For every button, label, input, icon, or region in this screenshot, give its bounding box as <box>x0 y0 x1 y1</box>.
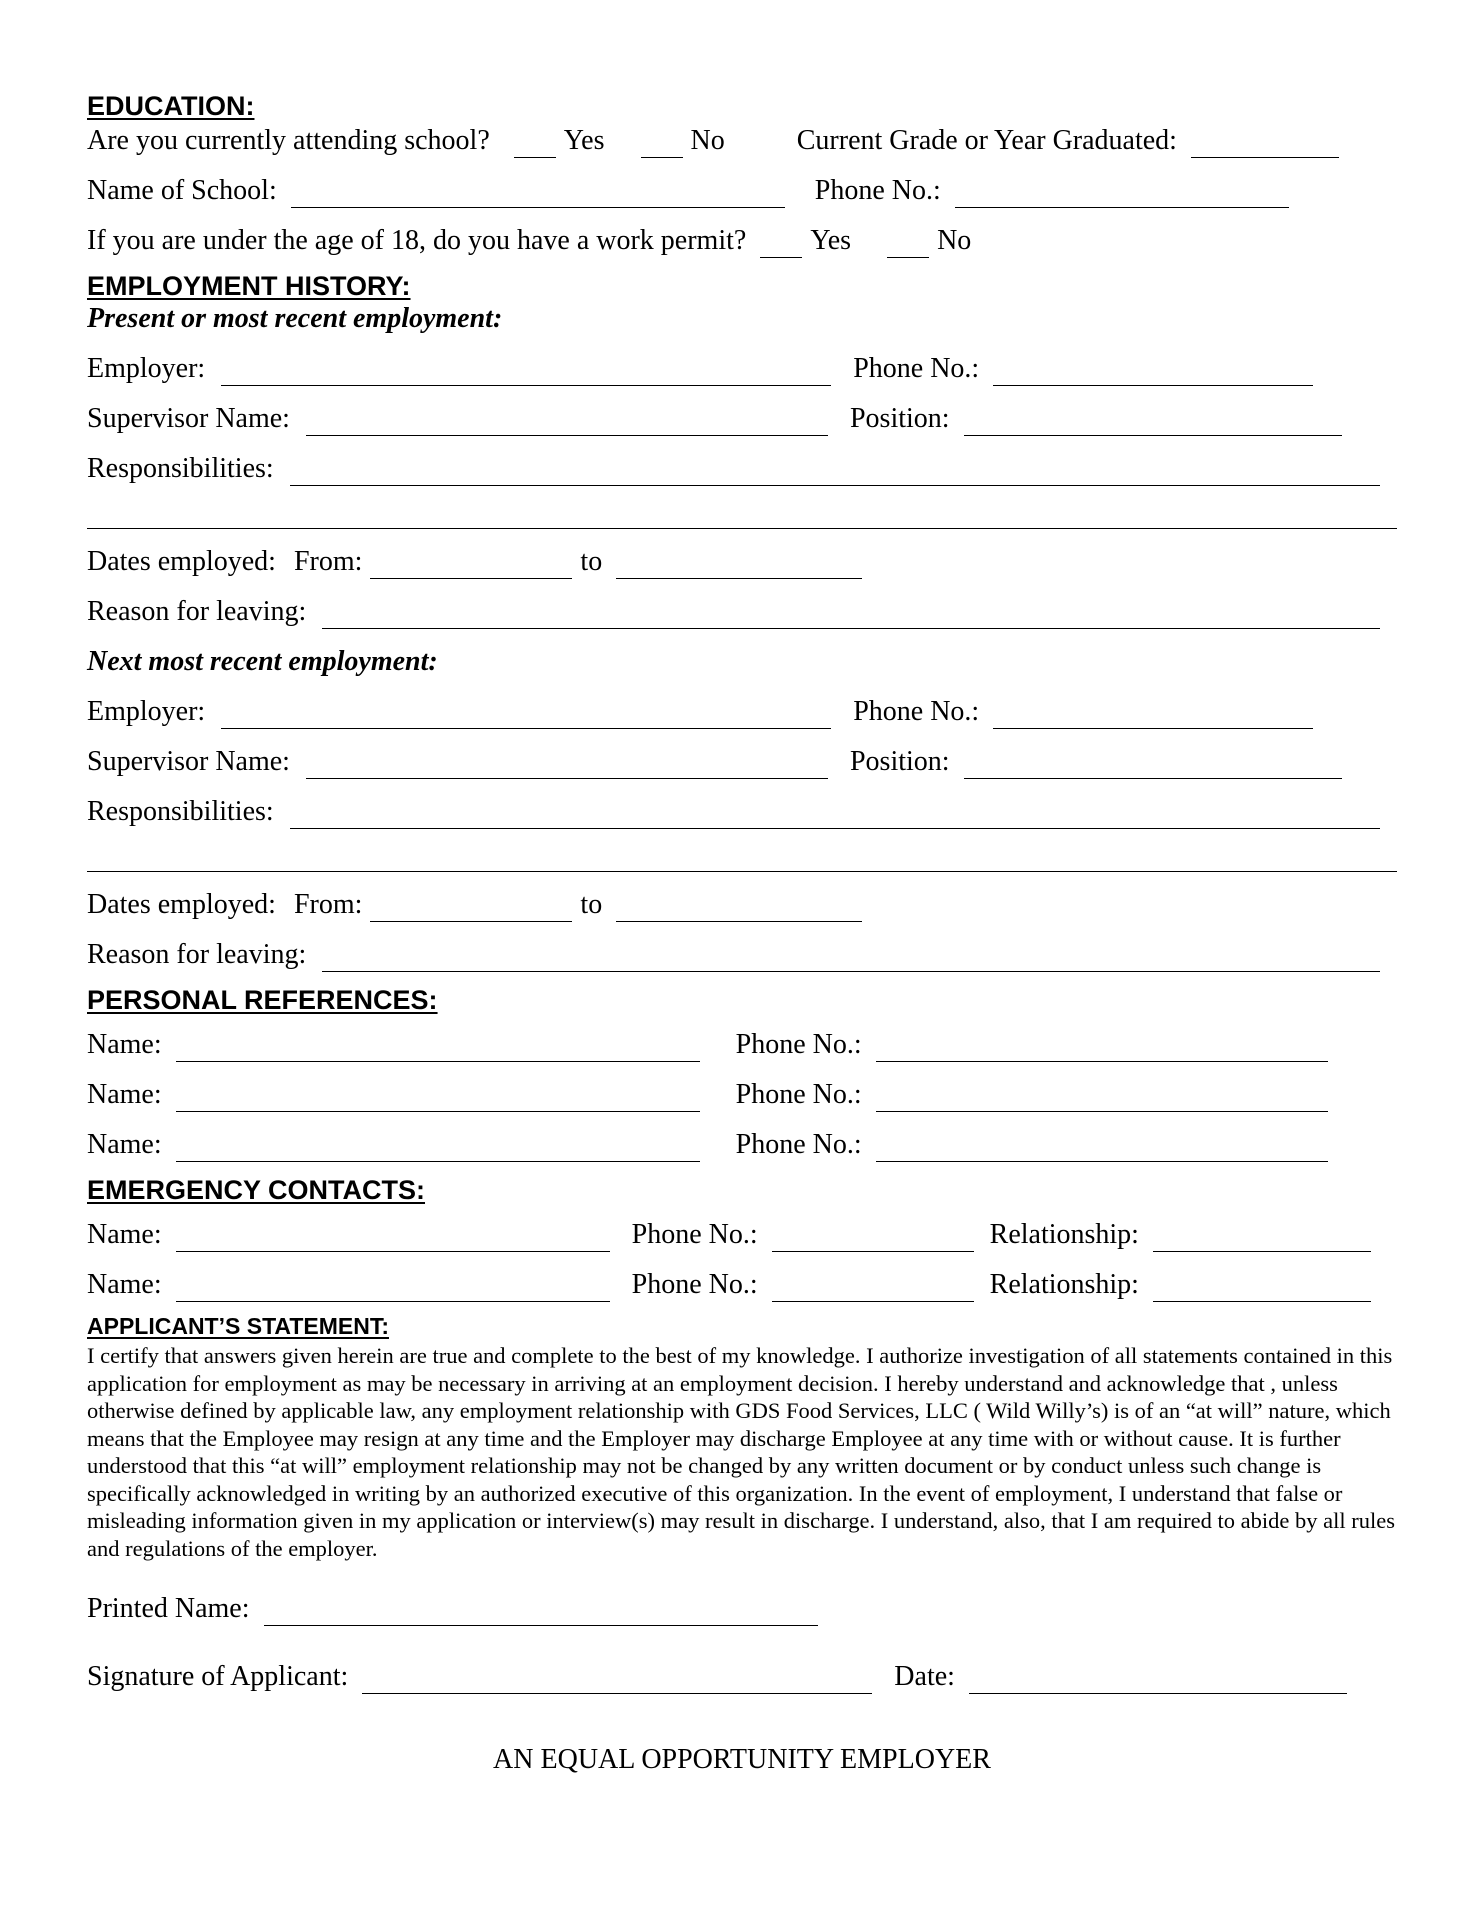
reference-phone-label: Phone No.: <box>735 1029 862 1060</box>
work-permit-question: If you are under the age of 18, do you have a work permit? <box>87 225 747 256</box>
printed-name-field[interactable] <box>264 1599 818 1626</box>
position-field[interactable] <box>964 409 1342 436</box>
responsibilities-label: Responsibilities: <box>87 796 274 827</box>
relationship-label: Relationship: <box>989 1219 1139 1250</box>
date-to-field[interactable] <box>616 895 862 922</box>
reference-name-field[interactable] <box>176 1085 700 1112</box>
emergency-phone-label: Phone No.: <box>631 1219 758 1250</box>
employer-phone-label: Phone No.: <box>853 353 980 384</box>
from-label: From: <box>293 546 363 577</box>
permit-no-label: No <box>937 225 972 256</box>
permit-yes-blank[interactable] <box>760 231 802 258</box>
date-from-field[interactable] <box>370 552 572 579</box>
equal-opportunity-footer: AN EQUAL OPPORTUNITY EMPLOYER <box>493 1744 991 1775</box>
employer-field[interactable] <box>221 359 831 386</box>
supervisor-label: Supervisor Name: <box>87 403 290 434</box>
emergency-name-field[interactable] <box>176 1225 610 1252</box>
employer-phone-field[interactable] <box>993 359 1313 386</box>
date-label: Date: <box>894 1661 955 1692</box>
attending-yes-blank[interactable] <box>514 131 556 158</box>
emergency-phone-field[interactable] <box>772 1225 974 1252</box>
attending-no-label: No <box>690 125 725 156</box>
from-label: From: <box>293 889 363 920</box>
applicant-statement-text: I certify that answers given herein are true and complete to the best of my knowledge. I authorize investigation of all statements contained in this application for employment as may be necessary in arriving at an employment decision. I hereby understand and acknowledge that , unless otherwise defined by applicable law, any employment relationship with GDS Food Services, LLC ( Wild Willy’s) is of an “at will” nature, which means that the Employee may resign at any time and the Employer may discharge Employee at any time with or without cause. It is further understood that this “at will” employment relationship may not be changed by any written document or by conduct unless such change is specifically acknowledged in writing by an authorized executive of this organization. In the event of employment, I understand that false or misleading information given in my application or interview(s) may result in discharge. I understand, also, that I am required to abide by all rules and regulations of the employer. <box>87 1343 1395 1561</box>
dates-employed-label: Dates employed: <box>87 546 276 577</box>
reference-name-label: Name: <box>87 1129 162 1160</box>
reference-phone-field[interactable] <box>876 1135 1328 1162</box>
responsibilities-label: Responsibilities: <box>87 453 274 484</box>
dates-employed-label: Dates employed: <box>87 889 276 920</box>
reference-phone-label: Phone No.: <box>735 1079 862 1110</box>
reference-phone-field[interactable] <box>876 1035 1328 1062</box>
employment-history-heading: EMPLOYMENT HISTORY: <box>87 271 411 301</box>
printed-name-label: Printed Name: <box>87 1593 250 1624</box>
emergency-name-field[interactable] <box>176 1275 610 1302</box>
application-form-page <box>87 90 1397 1776</box>
employer-label: Employer: <box>87 353 206 384</box>
relationship-field[interactable] <box>1153 1275 1371 1302</box>
emergency-name-label: Name: <box>87 1219 162 1250</box>
attending-school-question: Are you currently attending school? <box>87 125 490 156</box>
applicant-statement-heading: APPLICANT’S STATEMENT: <box>87 1313 389 1339</box>
employer-phone-field[interactable] <box>993 702 1313 729</box>
school-phone-field[interactable] <box>955 181 1289 208</box>
reference-name-field[interactable] <box>176 1135 700 1162</box>
employer-field[interactable] <box>221 702 831 729</box>
supervisor-field[interactable] <box>306 409 828 436</box>
position-label: Position: <box>849 403 950 434</box>
personal-references-heading: PERSONAL REFERENCES: <box>87 985 438 1015</box>
reason-leaving-label: Reason for leaving: <box>87 596 307 627</box>
emergency-name-label: Name: <box>87 1269 162 1300</box>
responsibilities-field[interactable] <box>290 802 1380 829</box>
to-label: to <box>580 889 603 920</box>
next-employment-title: Next most recent employment: <box>87 646 438 677</box>
grade-label: Current Grade or Year Graduated: <box>796 125 1177 156</box>
education-heading: EDUCATION: <box>87 91 255 121</box>
reason-leaving-field[interactable] <box>322 602 1380 629</box>
reference-name-field[interactable] <box>176 1035 700 1062</box>
emergency-phone-label: Phone No.: <box>631 1269 758 1300</box>
employer-label: Employer: <box>87 696 206 727</box>
attending-no-blank[interactable] <box>641 131 683 158</box>
reason-leaving-field[interactable] <box>322 945 1380 972</box>
supervisor-field[interactable] <box>306 752 828 779</box>
emergency-contacts-heading: EMERGENCY CONTACTS: <box>87 1175 426 1205</box>
to-label: to <box>580 546 603 577</box>
reference-name-label: Name: <box>87 1029 162 1060</box>
grade-field[interactable] <box>1191 131 1339 158</box>
emergency-phone-field[interactable] <box>772 1275 974 1302</box>
school-name-label: Name of School: <box>87 175 277 206</box>
position-field[interactable] <box>964 752 1342 779</box>
signature-field[interactable] <box>362 1667 872 1694</box>
permit-yes-label: Yes <box>810 225 852 256</box>
date-from-field[interactable] <box>370 895 572 922</box>
reason-leaving-label: Reason for leaving: <box>87 939 307 970</box>
relationship-field[interactable] <box>1153 1225 1371 1252</box>
reference-name-label: Name: <box>87 1079 162 1110</box>
responsibilities-field[interactable] <box>290 459 1380 486</box>
date-to-field[interactable] <box>616 552 862 579</box>
school-phone-label: Phone No.: <box>814 175 941 206</box>
school-name-field[interactable] <box>291 181 785 208</box>
position-label: Position: <box>849 746 950 777</box>
employer-phone-label: Phone No.: <box>853 696 980 727</box>
reference-phone-label: Phone No.: <box>735 1129 862 1160</box>
supervisor-label: Supervisor Name: <box>87 746 290 777</box>
responsibilities-field-line2[interactable] <box>87 845 1397 872</box>
attending-yes-label: Yes <box>563 125 605 156</box>
reference-phone-field[interactable] <box>876 1085 1328 1112</box>
present-employment-title: Present or most recent employment: <box>87 303 503 334</box>
date-field[interactable] <box>969 1667 1347 1694</box>
responsibilities-field-line2[interactable] <box>87 502 1397 529</box>
permit-no-blank[interactable] <box>887 231 929 258</box>
relationship-label: Relationship: <box>989 1269 1139 1300</box>
signature-label: Signature of Applicant: <box>87 1661 349 1692</box>
